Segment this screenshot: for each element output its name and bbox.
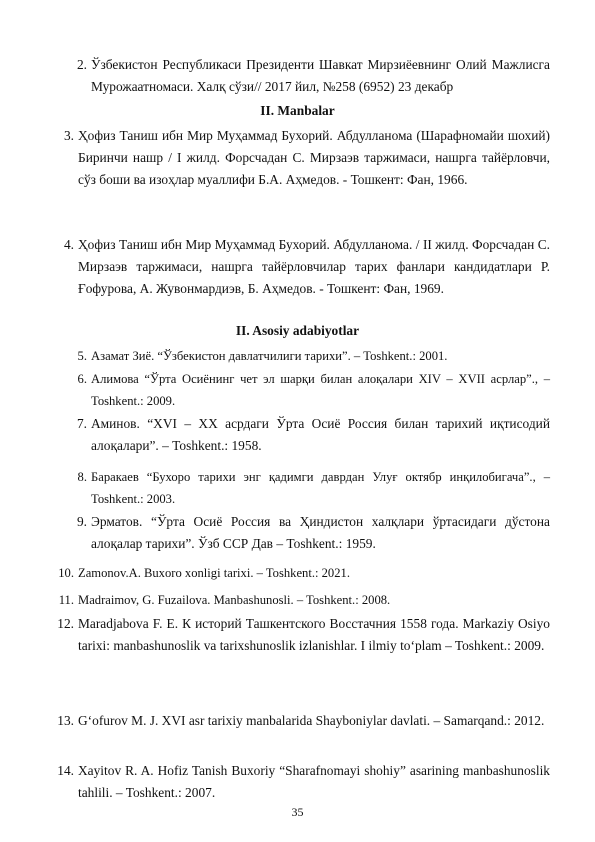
reference-text: Аминов. “XVI – XX асрдаги Ўрта Осиё Россия билан тарихий иқтисодий алоқалари”. – Toshkent.: 1958. [91, 416, 550, 453]
reference-number: 14. [57, 763, 74, 778]
reference-item-12 [57, 613, 550, 657]
reference-item-4 [63, 234, 550, 300]
reference-number: 6. [77, 372, 87, 386]
reference-item-14 [57, 760, 550, 804]
reference-item-8 [77, 466, 550, 510]
reference-text: Ўзбекистон Республикаси Президенти Шавкат Мирзиёевнинг Олий Мажлисга Мурожаатномаси. Халқ сўзи// 2017 йил, №258 (6952) 23 декабр [91, 57, 550, 94]
reference-text: Zamonov.A. Buxoro xonligi tarixi. – Toshkent.: 2021. [78, 566, 350, 580]
reference-text: Ҳофиз Таниш ибн Мир Муҳаммад Бухорий. Абдулланома. / II жилд. Форсчадан С. Мирзаэв таржимаси, нашрга тайёрловчилар тарих фанлари кандидатлари Р. Ғофурова, А. Жувонмардиэв, Б. Аҳмедов. - Тошкент: Фан, 1969. [78, 237, 550, 296]
reference-number: 3. [63, 128, 74, 143]
reference-number: 5. [77, 349, 87, 363]
reference-number: 9. [76, 514, 87, 529]
reference-number: 8. [77, 470, 87, 484]
reference-number: 12. [57, 616, 74, 631]
reference-item-9 [76, 511, 550, 555]
reference-text: Алимова “Ўрта Осиёнинг чет эл шарқи билан алоқалари XIV – XVII асрлар”., – Toshkent.: 2009. [91, 372, 550, 408]
reference-number: 7. [76, 416, 87, 431]
reference-text: Madraimov, G. Fuzailova. Manbashunosli. – Toshkent.: 2008. [78, 593, 391, 607]
reference-text: G‘ofurov M. J. XVI asr tarixiy manbalarida Shayboniylar davlati. – Samarqand.: 2012. [78, 713, 545, 728]
page-number: 35 [291, 805, 304, 819]
reference-text: Баракаев “Бухоро тарихи энг қадимги даврдан Улуғ октябр инқилобигача”., – Toshkent.: 2003. [91, 470, 550, 506]
reference-item-13 [57, 710, 550, 732]
reference-item-6 [77, 368, 550, 412]
section-heading-adabiyotlar: II. Asosiy adabiyotlar [235, 323, 360, 338]
reference-number: 2. [76, 57, 87, 72]
reference-text: Xayitov R. A. Hofiz Tanish Buxoriy “Sharafnomayi shohiy” asarining manbashunoslik tahlili. – Toshkent.: 2007. [78, 763, 550, 800]
reference-item-5 [77, 345, 550, 367]
reference-item-2 [76, 54, 550, 98]
reference-item-11 [58, 589, 550, 611]
reference-item-7 [76, 413, 550, 457]
reference-text: Ҳофиз Таниш ибн Мир Муҳаммад Бухорий. Абдулланома (Шарафномайи шохий) Биринчи нашр / I жилд. Форсчадан С. Мирзаэв таржимаси, нашрга тайёрловчи, сўз боши ва изоҳлар муаллифи Б.А. Аҳмедов. - Тошкент: Фан, 1966. [78, 128, 550, 187]
reference-number: 10. [58, 566, 74, 580]
reference-item-10 [58, 562, 550, 584]
reference-text: Азамат Зиё. “Ўзбекистон давлатчилиги тарихи”. – Toshkent.: 2001. [91, 349, 448, 363]
reference-number: 11. [58, 593, 74, 607]
reference-number: 13. [57, 713, 74, 728]
reference-item-3 [63, 125, 550, 191]
section-heading-manbalar: II. Manbalar [260, 103, 335, 118]
reference-number: 4. [63, 237, 74, 252]
reference-text: Эрматов. “Ўрта Осиё Россия ва Ҳиндистон халқлари ўртасидаги дўстона алоқалар тарихи”. Ўзб ССР Дав – Toshkent.: 1959. [91, 514, 550, 551]
reference-text: Maradjabova F. E. К историй Ташкентского Восстачния 1558 года. Markaziy Osiyo tarixi: manbashunoslik va tarixshunoslik izlanishlar. I ilmiy to‘plam – Toshkent.: 2009. [78, 616, 550, 653]
